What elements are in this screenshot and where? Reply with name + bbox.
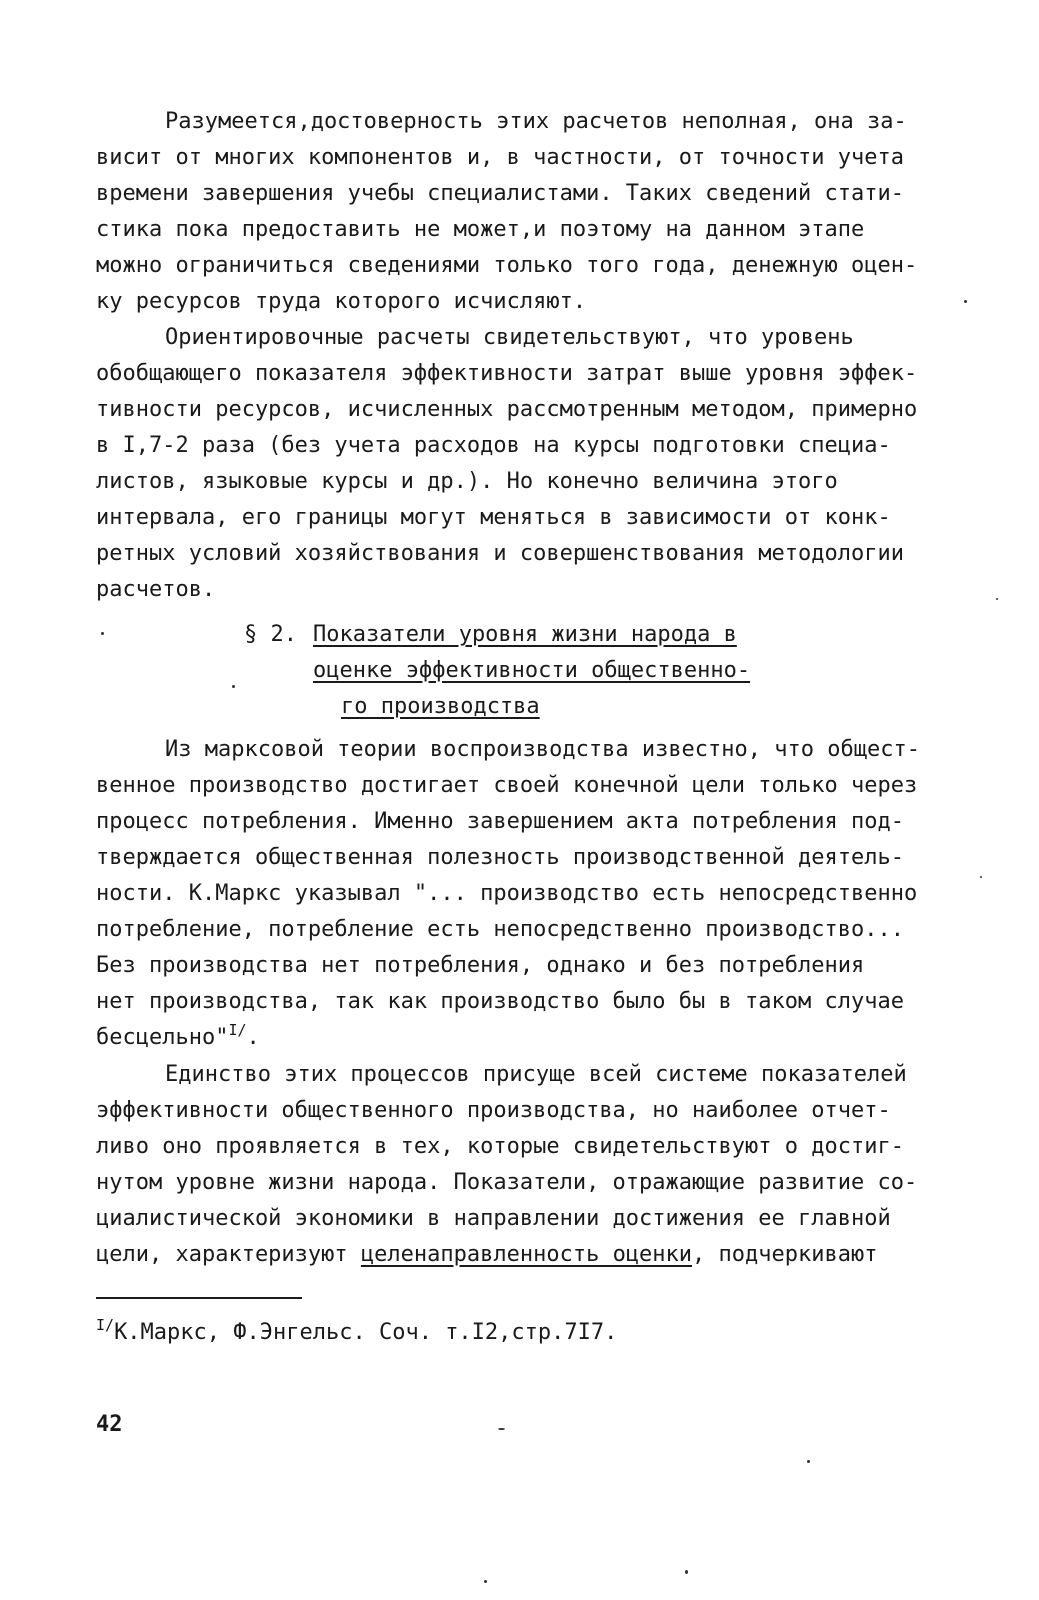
footnote-reference: I/ (228, 1021, 247, 1039)
section-title-line: Показатели уровня жизни народа в (313, 622, 737, 647)
scan-speck (232, 685, 235, 688)
scan-speck (996, 598, 998, 600)
footnote-text: К.Маркс, Ф.Энгельс. Соч. т.I2,стр.7I7. (114, 1320, 618, 1345)
text-line: Единство этих процессов присуще всей системе показателей (165, 1062, 907, 1087)
scan-speck (101, 632, 104, 635)
text-line: циалистической экономики в направлении достижения ее главной (96, 1206, 891, 1231)
text-line: процесс потребления. Именно завершением акта потребления под- (96, 809, 904, 834)
text-line: ку ресурсов труда которого исчисляют. (96, 289, 587, 314)
text-line: Разумеется,достоверность этих расчетов неполная, она за- (165, 109, 907, 134)
scan-speck (685, 1570, 688, 1574)
text-line: тивности ресурсов, исчисленных рассмотренным методом, примерно (96, 397, 918, 422)
footnote (96, 1315, 617, 1351)
text-line: Из марксовой теории воспроизводства известно, что общест- (165, 737, 920, 762)
text-line: в I,7-2 раза (без учета расходов на курсы подготовки специа- (96, 433, 891, 458)
text-line: нет производства, так как производство было бы в таком случае (96, 989, 904, 1014)
footnote-mark: I/ (96, 1316, 115, 1334)
scan-speck (484, 1580, 487, 1583)
text-run: , подчеркивают (692, 1242, 878, 1267)
text-line: можно ограничиться сведениями только того года, денежную оцен- (96, 253, 918, 278)
section-title-line: оценке эффективности общественно- (313, 658, 751, 683)
text-line: листов, языковые курсы и др.). Но конечно величина этого (96, 469, 838, 494)
text-line: интервала, его границы могут меняться в зависимости от конк- (96, 505, 891, 530)
text-line: нутом уровне жизни народа. Показатели, отражающие развитие со- (96, 1170, 918, 1195)
text-run: . (246, 1025, 260, 1050)
text-line: стика пока предоставить не может,и поэтому на данном этапе (96, 217, 865, 242)
scan-speck (498, 1428, 505, 1430)
page-number: 42 (96, 1412, 123, 1437)
text-line: ливо оно проявляется в тех, которые свидетельствуют о достиг- (96, 1134, 904, 1159)
footnote-separator (96, 1297, 302, 1299)
text-line: времени завершения учебы специалистами. Таких сведений стати- (96, 181, 904, 206)
text-line: обобщающего показателя эффективности затрат выше уровня эффек- (96, 361, 918, 386)
text-line: эффективности общественного производства, но наиболее отчет- (96, 1098, 891, 1123)
text-line: висит от многих компонентов и, в частности, от точности учета (96, 145, 904, 170)
text-run: цели, характеризуют (96, 1242, 361, 1267)
text-line: Ориентировочные расчеты свидетельствуют, что уровень (165, 325, 854, 350)
text-line: тверждается общественная полезность производственной деятель- (96, 845, 904, 870)
scan-speck (964, 300, 967, 303)
scan-speck (980, 876, 982, 878)
text-line: ности. К.Маркс указывал "... производство есть непосредственно (96, 881, 918, 906)
text-line: расчетов. (96, 577, 216, 602)
section-number: § 2. (244, 622, 297, 647)
underlined-phrase: целенаправленность оценки (360, 1242, 693, 1267)
text-line (96, 1020, 948, 1056)
section-title-line: го производства (341, 694, 540, 719)
text-line: Без производства нет потребления, однако и без потребления (96, 953, 865, 978)
scan-speck (807, 1460, 810, 1463)
text-line: потребление, потребление есть непосредственно производство... (96, 917, 904, 942)
text-run: бесцельно" (96, 1025, 229, 1050)
text-line: ретных условий хозяйствования и совершенствования методологии (96, 541, 904, 566)
text-line (96, 1237, 948, 1273)
text-line: венное производство достигает своей конечной цели только через (96, 773, 918, 798)
